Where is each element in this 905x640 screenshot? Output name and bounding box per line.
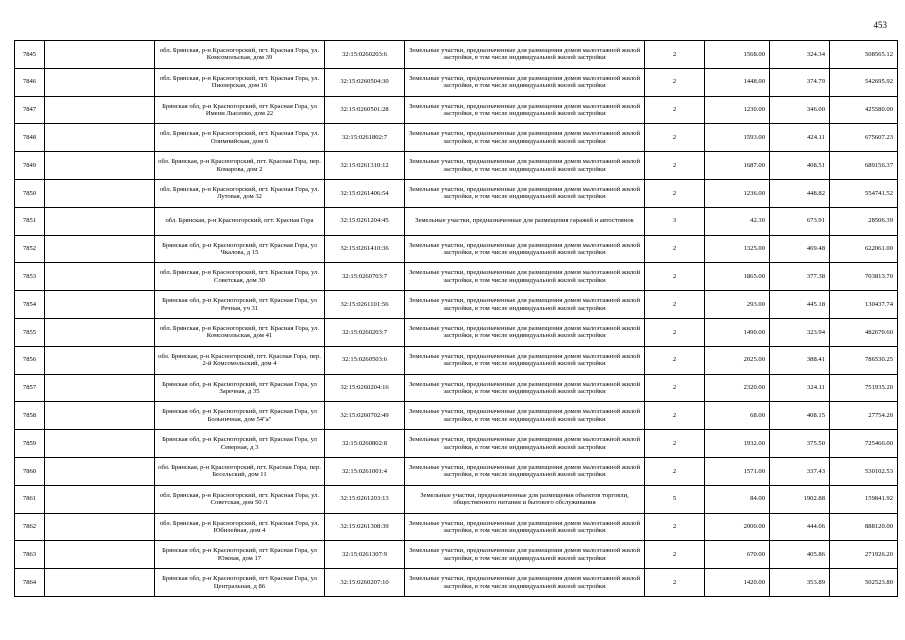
empty-cell: [45, 402, 155, 430]
address-cell: обл. Брянская, р-н Красногорский, пгт. Красная Гора, ул. Советская, дом 50 /1: [155, 485, 325, 513]
cadastral-number-cell: 32:15:0261410:36: [325, 235, 405, 263]
area-cell: 84.00: [705, 485, 770, 513]
row-number: 7861: [15, 485, 45, 513]
group-cell: 5: [645, 485, 705, 513]
group-cell: 2: [645, 402, 705, 430]
cadastral-value-cell: 675607.23: [830, 124, 898, 152]
cadastral-number-cell: 32:15:0260204:16: [325, 374, 405, 402]
specific-value-cell: 405.86: [770, 541, 830, 569]
row-number: 7846: [15, 68, 45, 96]
area-cell: 1236.00: [705, 179, 770, 207]
cadastral-value-cell: 689156.37: [830, 152, 898, 180]
row-number: 7845: [15, 41, 45, 69]
cadastral-number-cell: 32:15:0260703:7: [325, 263, 405, 291]
address-cell: Брянская обл, р-н Красногорский, пгт Красная Гора, ул Чкалова, д 15: [155, 235, 325, 263]
address-cell: Брянская обл, р-н Красногорский, пгт Красная Гора, ул Имени Лысенко, дом 22: [155, 96, 325, 124]
land-use-cell: Земельные участки, предназначенные для размещения домов малоэтажной жилой застройки, в том числе индивидуальной жилой застройки: [405, 318, 645, 346]
cadastral-number-cell: 32:15:0260203:7: [325, 318, 405, 346]
row-number: 7853: [15, 263, 45, 291]
empty-cell: [45, 569, 155, 597]
table-row: [15, 402, 898, 430]
cadastral-value-cell: 502523.80: [830, 569, 898, 597]
address-cell: обл. Брянская, р-н Красногорский, пгт. Красная Гора, ул. Юбилейная, дом 4: [155, 513, 325, 541]
row-number: 7855: [15, 318, 45, 346]
cadastral-value-cell: 159841.92: [830, 485, 898, 513]
specific-value-cell: 673.91: [770, 207, 830, 235]
empty-cell: [45, 152, 155, 180]
cadastral-number-cell: 32:15:0260504:30: [325, 68, 405, 96]
address-cell: Брянская обл, р-н Красногорский, пгт Красная Гора, ул Речная, уч 31: [155, 291, 325, 319]
specific-value-cell: 388.41: [770, 346, 830, 374]
group-cell: 2: [645, 68, 705, 96]
cadastral-value-cell: 425580.00: [830, 96, 898, 124]
row-number: 7847: [15, 96, 45, 124]
row-number: 7860: [15, 457, 45, 485]
row-number: 7859: [15, 430, 45, 458]
empty-cell: [45, 68, 155, 96]
row-number: 7856: [15, 346, 45, 374]
land-use-cell: Земельные участки, предназначенные для размещения гаражей и автостоянок: [405, 207, 645, 235]
specific-value-cell: 353.89: [770, 569, 830, 597]
empty-cell: [45, 374, 155, 402]
table-row: [15, 179, 898, 207]
table-row: [15, 124, 898, 152]
specific-value-cell: 346.00: [770, 96, 830, 124]
table-row: [15, 291, 898, 319]
specific-value-cell: 469.48: [770, 235, 830, 263]
empty-cell: [45, 457, 155, 485]
land-use-cell: Земельные участки, предназначенные для размещения объектов торговли, общественного питания и бытового обслуживания: [405, 485, 645, 513]
empty-cell: [45, 96, 155, 124]
group-cell: 2: [645, 541, 705, 569]
area-cell: 1325.00: [705, 235, 770, 263]
cadastral-number-cell: 32:15:0261203:13: [325, 485, 405, 513]
group-cell: 2: [645, 318, 705, 346]
cadastral-number-cell: 32:15:0260503:6: [325, 346, 405, 374]
land-use-cell: Земельные участки, предназначенные для размещения домов малоэтажной жилой застройки, в том числе индивидуальной жилой застройки: [405, 179, 645, 207]
group-cell: 2: [645, 457, 705, 485]
empty-cell: [45, 41, 155, 69]
cadastral-number-cell: 32:15:0260702:49: [325, 402, 405, 430]
area-cell: 1568.00: [705, 41, 770, 69]
cadastral-number-cell: 32:15:0260203:6: [325, 41, 405, 69]
land-use-cell: Земельные участки, предназначенные для размещения домов малоэтажной жилой застройки, в том числе индивидуальной жилой застройки: [405, 457, 645, 485]
empty-cell: [45, 485, 155, 513]
address-cell: обл. Брянская, р-н Красногорский, пгт. Красная Гора, ул. Пионерская, дом 16: [155, 68, 325, 96]
land-use-cell: Земельные участки, предназначенные для размещения домов малоэтажной жилой застройки, в том числе индивидуальной жилой застройки: [405, 430, 645, 458]
address-cell: обл. Брянская, р-н Красногорский, пгт. Красная Гора, ул. Лутовая, дом 32: [155, 179, 325, 207]
address-cell: обл. Брянская, р-н Красногорский, пгт. Красная Гора: [155, 207, 325, 235]
cadastral-number-cell: 32:15:0261001:4: [325, 457, 405, 485]
table-row: [15, 207, 898, 235]
specific-value-cell: 375.50: [770, 430, 830, 458]
table-row: [15, 68, 898, 96]
cadastral-number-cell: 32:15:0260802:8: [325, 430, 405, 458]
row-number: 7864: [15, 569, 45, 597]
row-number: 7850: [15, 179, 45, 207]
cadastral-value-cell: 751935.20: [830, 374, 898, 402]
table-row: [15, 152, 898, 180]
cadastral-number-cell: 32:15:0260207:10: [325, 569, 405, 597]
cadastral-value-cell: 271926.20: [830, 541, 898, 569]
empty-cell: [45, 291, 155, 319]
group-cell: 2: [645, 513, 705, 541]
specific-value-cell: 323.94: [770, 318, 830, 346]
table-row: [15, 457, 898, 485]
empty-cell: [45, 207, 155, 235]
empty-cell: [45, 179, 155, 207]
address-cell: Брянская обл, р-н Красногорский, пгт Красная Гора, ул Заречная, д 35: [155, 374, 325, 402]
address-cell: Брянская обл, р-н Красногорский, пгт Красная Гора, ул Южная, дом 17: [155, 541, 325, 569]
table-row: [15, 318, 898, 346]
specific-value-cell: 324.11: [770, 374, 830, 402]
area-cell: 2000.00: [705, 513, 770, 541]
land-use-cell: Земельные участки, предназначенные для размещения домов малоэтажной жилой застройки, в том числе индивидуальной жилой застройки: [405, 41, 645, 69]
area-cell: 1687.00: [705, 152, 770, 180]
group-cell: 2: [645, 96, 705, 124]
specific-value-cell: 337.43: [770, 457, 830, 485]
cadastral-number-cell: 32:15:0261406:54: [325, 179, 405, 207]
specific-value-cell: 444.06: [770, 513, 830, 541]
row-number: 7862: [15, 513, 45, 541]
group-cell: 2: [645, 263, 705, 291]
cadastral-value-cell: 542695.92: [830, 68, 898, 96]
cadastral-number-cell: 32:15:0261308:39: [325, 513, 405, 541]
cadastral-value-cell: 28506.39: [830, 207, 898, 235]
land-use-cell: Земельные участки, предназначенные для размещения домов малоэтажной жилой застройки, в том числе индивидуальной жилой застройки: [405, 374, 645, 402]
cadastral-number-cell: 32:15:0260501:28: [325, 96, 405, 124]
group-cell: 2: [645, 346, 705, 374]
land-use-cell: Земельные участки, предназначенные для размещения домов малоэтажной жилой застройки, в том числе индивидуальной жилой застройки: [405, 235, 645, 263]
cadastral-value-cell: 554741.52: [830, 179, 898, 207]
cadastral-value-cell: 888120.00: [830, 513, 898, 541]
group-cell: 2: [645, 124, 705, 152]
specific-value-cell: 408.15: [770, 402, 830, 430]
specific-value-cell: 445.18: [770, 291, 830, 319]
specific-value-cell: 324.34: [770, 41, 830, 69]
table-row: [15, 235, 898, 263]
empty-cell: [45, 235, 155, 263]
row-number: 7858: [15, 402, 45, 430]
specific-value-cell: 408.51: [770, 152, 830, 180]
address-cell: обл. Брянская, р-н Красногорский, пгт. Красная Гора, ул. Комсомольская, дом 41: [155, 318, 325, 346]
area-cell: 670.00: [705, 541, 770, 569]
table-row: [15, 346, 898, 374]
address-cell: обл. Брянская, р-н Красногорский, пгт. Красная Гора, пер. 2-й Комсомольский, дом 4: [155, 346, 325, 374]
cadastral-number-cell: 32:15:0261802:7: [325, 124, 405, 152]
row-number: 7854: [15, 291, 45, 319]
land-use-cell: Земельные участки, предназначенные для размещения домов малоэтажной жилой застройки, в том числе индивидуальной жилой застройки: [405, 96, 645, 124]
address-cell: Брянская обл, р-н Красногорский, пгт Красная Гора, ул Больничная, дом 54"а": [155, 402, 325, 430]
address-cell: Брянская обл, р-н Красногорский, пгт Красная Гора, ул Северная, д 3: [155, 430, 325, 458]
land-use-cell: Земельные участки, предназначенные для размещения домов малоэтажной жилой застройки, в том числе индивидуальной жилой застройки: [405, 346, 645, 374]
specific-value-cell: 374.79: [770, 68, 830, 96]
area-cell: 293.00: [705, 291, 770, 319]
group-cell: 2: [645, 41, 705, 69]
land-use-cell: Земельные участки, предназначенные для размещения домов малоэтажной жилой застройки, в том числе индивидуальной жилой застройки: [405, 402, 645, 430]
group-cell: 2: [645, 291, 705, 319]
area-cell: 42.30: [705, 207, 770, 235]
row-number: 7849: [15, 152, 45, 180]
cadastral-value-cell: 27754.20: [830, 402, 898, 430]
area-cell: 1490.00: [705, 318, 770, 346]
empty-cell: [45, 318, 155, 346]
empty-cell: [45, 513, 155, 541]
specific-value-cell: 1902.88: [770, 485, 830, 513]
cadastral-value-cell: 130437.74: [830, 291, 898, 319]
cadastral-number-cell: 32:15:0261204:45: [325, 207, 405, 235]
area-cell: 1593.00: [705, 124, 770, 152]
table-row: [15, 96, 898, 124]
land-registry-table: [14, 40, 898, 597]
table-row: [15, 541, 898, 569]
group-cell: 2: [645, 569, 705, 597]
cadastral-value-cell: 530102.53: [830, 457, 898, 485]
land-use-cell: Земельные участки, предназначенные для размещения домов малоэтажной жилой застройки, в том числе индивидуальной жилой застройки: [405, 124, 645, 152]
empty-cell: [45, 430, 155, 458]
land-use-cell: Земельные участки, предназначенные для размещения домов малоэтажной жилой застройки, в том числе индивидуальной жилой застройки: [405, 291, 645, 319]
address-cell: Брянская обл, р-н Красногорский, пгт Красная Гора, ул Центральная, д 86: [155, 569, 325, 597]
empty-cell: [45, 263, 155, 291]
land-use-cell: Земельные участки, предназначенные для размещения домов малоэтажной жилой застройки, в том числе индивидуальной жилой застройки: [405, 513, 645, 541]
page-number: 453: [873, 20, 887, 30]
area-cell: 1448.00: [705, 68, 770, 96]
specific-value-cell: 448.82: [770, 179, 830, 207]
row-number: 7857: [15, 374, 45, 402]
address-cell: обл. Брянская, р-н Красногорский, пгт. Красная Гора, ул. Комсомольская, дом 39: [155, 41, 325, 69]
cadastral-number-cell: 32:15:0261310:12: [325, 152, 405, 180]
group-cell: 3: [645, 207, 705, 235]
cadastral-value-cell: 622061.00: [830, 235, 898, 263]
land-use-cell: Земельные участки, предназначенные для размещения домов малоэтажной жилой застройки, в том числе индивидуальной жилой застройки: [405, 541, 645, 569]
area-cell: 1420.00: [705, 569, 770, 597]
empty-cell: [45, 346, 155, 374]
address-cell: обл. Брянская, р-н Красногорский, пгт. Красная Гора, ул. Олимпийская, дом 6: [155, 124, 325, 152]
cadastral-number-cell: 32:15:0261101:56: [325, 291, 405, 319]
area-cell: 2320.00: [705, 374, 770, 402]
area-cell: 1932.00: [705, 430, 770, 458]
row-number: 7863: [15, 541, 45, 569]
specific-value-cell: 377.38: [770, 263, 830, 291]
cadastral-value-cell: 786530.25: [830, 346, 898, 374]
table-row: [15, 374, 898, 402]
table-row: [15, 430, 898, 458]
group-cell: 2: [645, 430, 705, 458]
cadastral-value-cell: 482670.60: [830, 318, 898, 346]
table-row: [15, 41, 898, 69]
cadastral-value-cell: 725466.00: [830, 430, 898, 458]
group-cell: 2: [645, 179, 705, 207]
area-cell: 1571.00: [705, 457, 770, 485]
empty-cell: [45, 541, 155, 569]
land-use-cell: Земельные участки, предназначенные для размещения домов малоэтажной жилой застройки, в том числе индивидуальной жилой застройки: [405, 569, 645, 597]
area-cell: 1230.00: [705, 96, 770, 124]
area-cell: 2025.00: [705, 346, 770, 374]
address-cell: обл. Брянская, р-н Красногорский, пгт. Красная Гора, ул. Советская, дом 30: [155, 263, 325, 291]
address-cell: обл. Брянская, р-н Красногорский, пгт. Красная Гора, пер. Бесельский, дом 11: [155, 457, 325, 485]
land-use-cell: Земельные участки, предназначенные для размещения домов малоэтажной жилой застройки, в том числе индивидуальной жилой застройки: [405, 263, 645, 291]
land-use-cell: Земельные участки, предназначенные для размещения домов малоэтажной жилой застройки, в том числе индивидуальной жилой застройки: [405, 68, 645, 96]
cadastral-value-cell: 703813.70: [830, 263, 898, 291]
land-use-cell: Земельные участки, предназначенные для размещения домов малоэтажной жилой застройки, в том числе индивидуальной жилой застройки: [405, 152, 645, 180]
table-row: [15, 485, 898, 513]
empty-cell: [45, 124, 155, 152]
cadastral-value-cell: 508565.12: [830, 41, 898, 69]
row-number: 7848: [15, 124, 45, 152]
table-row: [15, 569, 898, 597]
cadastral-number-cell: 32:15:0261307:9: [325, 541, 405, 569]
specific-value-cell: 424.11: [770, 124, 830, 152]
group-cell: 2: [645, 152, 705, 180]
table-row: [15, 263, 898, 291]
area-cell: 1865.00: [705, 263, 770, 291]
group-cell: 2: [645, 235, 705, 263]
row-number: 7851: [15, 207, 45, 235]
area-cell: 68.00: [705, 402, 770, 430]
group-cell: 2: [645, 374, 705, 402]
table-row: [15, 513, 898, 541]
row-number: 7852: [15, 235, 45, 263]
address-cell: обл. Брянская, р-н Красногорский, пгт. Красная Гора, пер. Комарова, дом 2: [155, 152, 325, 180]
